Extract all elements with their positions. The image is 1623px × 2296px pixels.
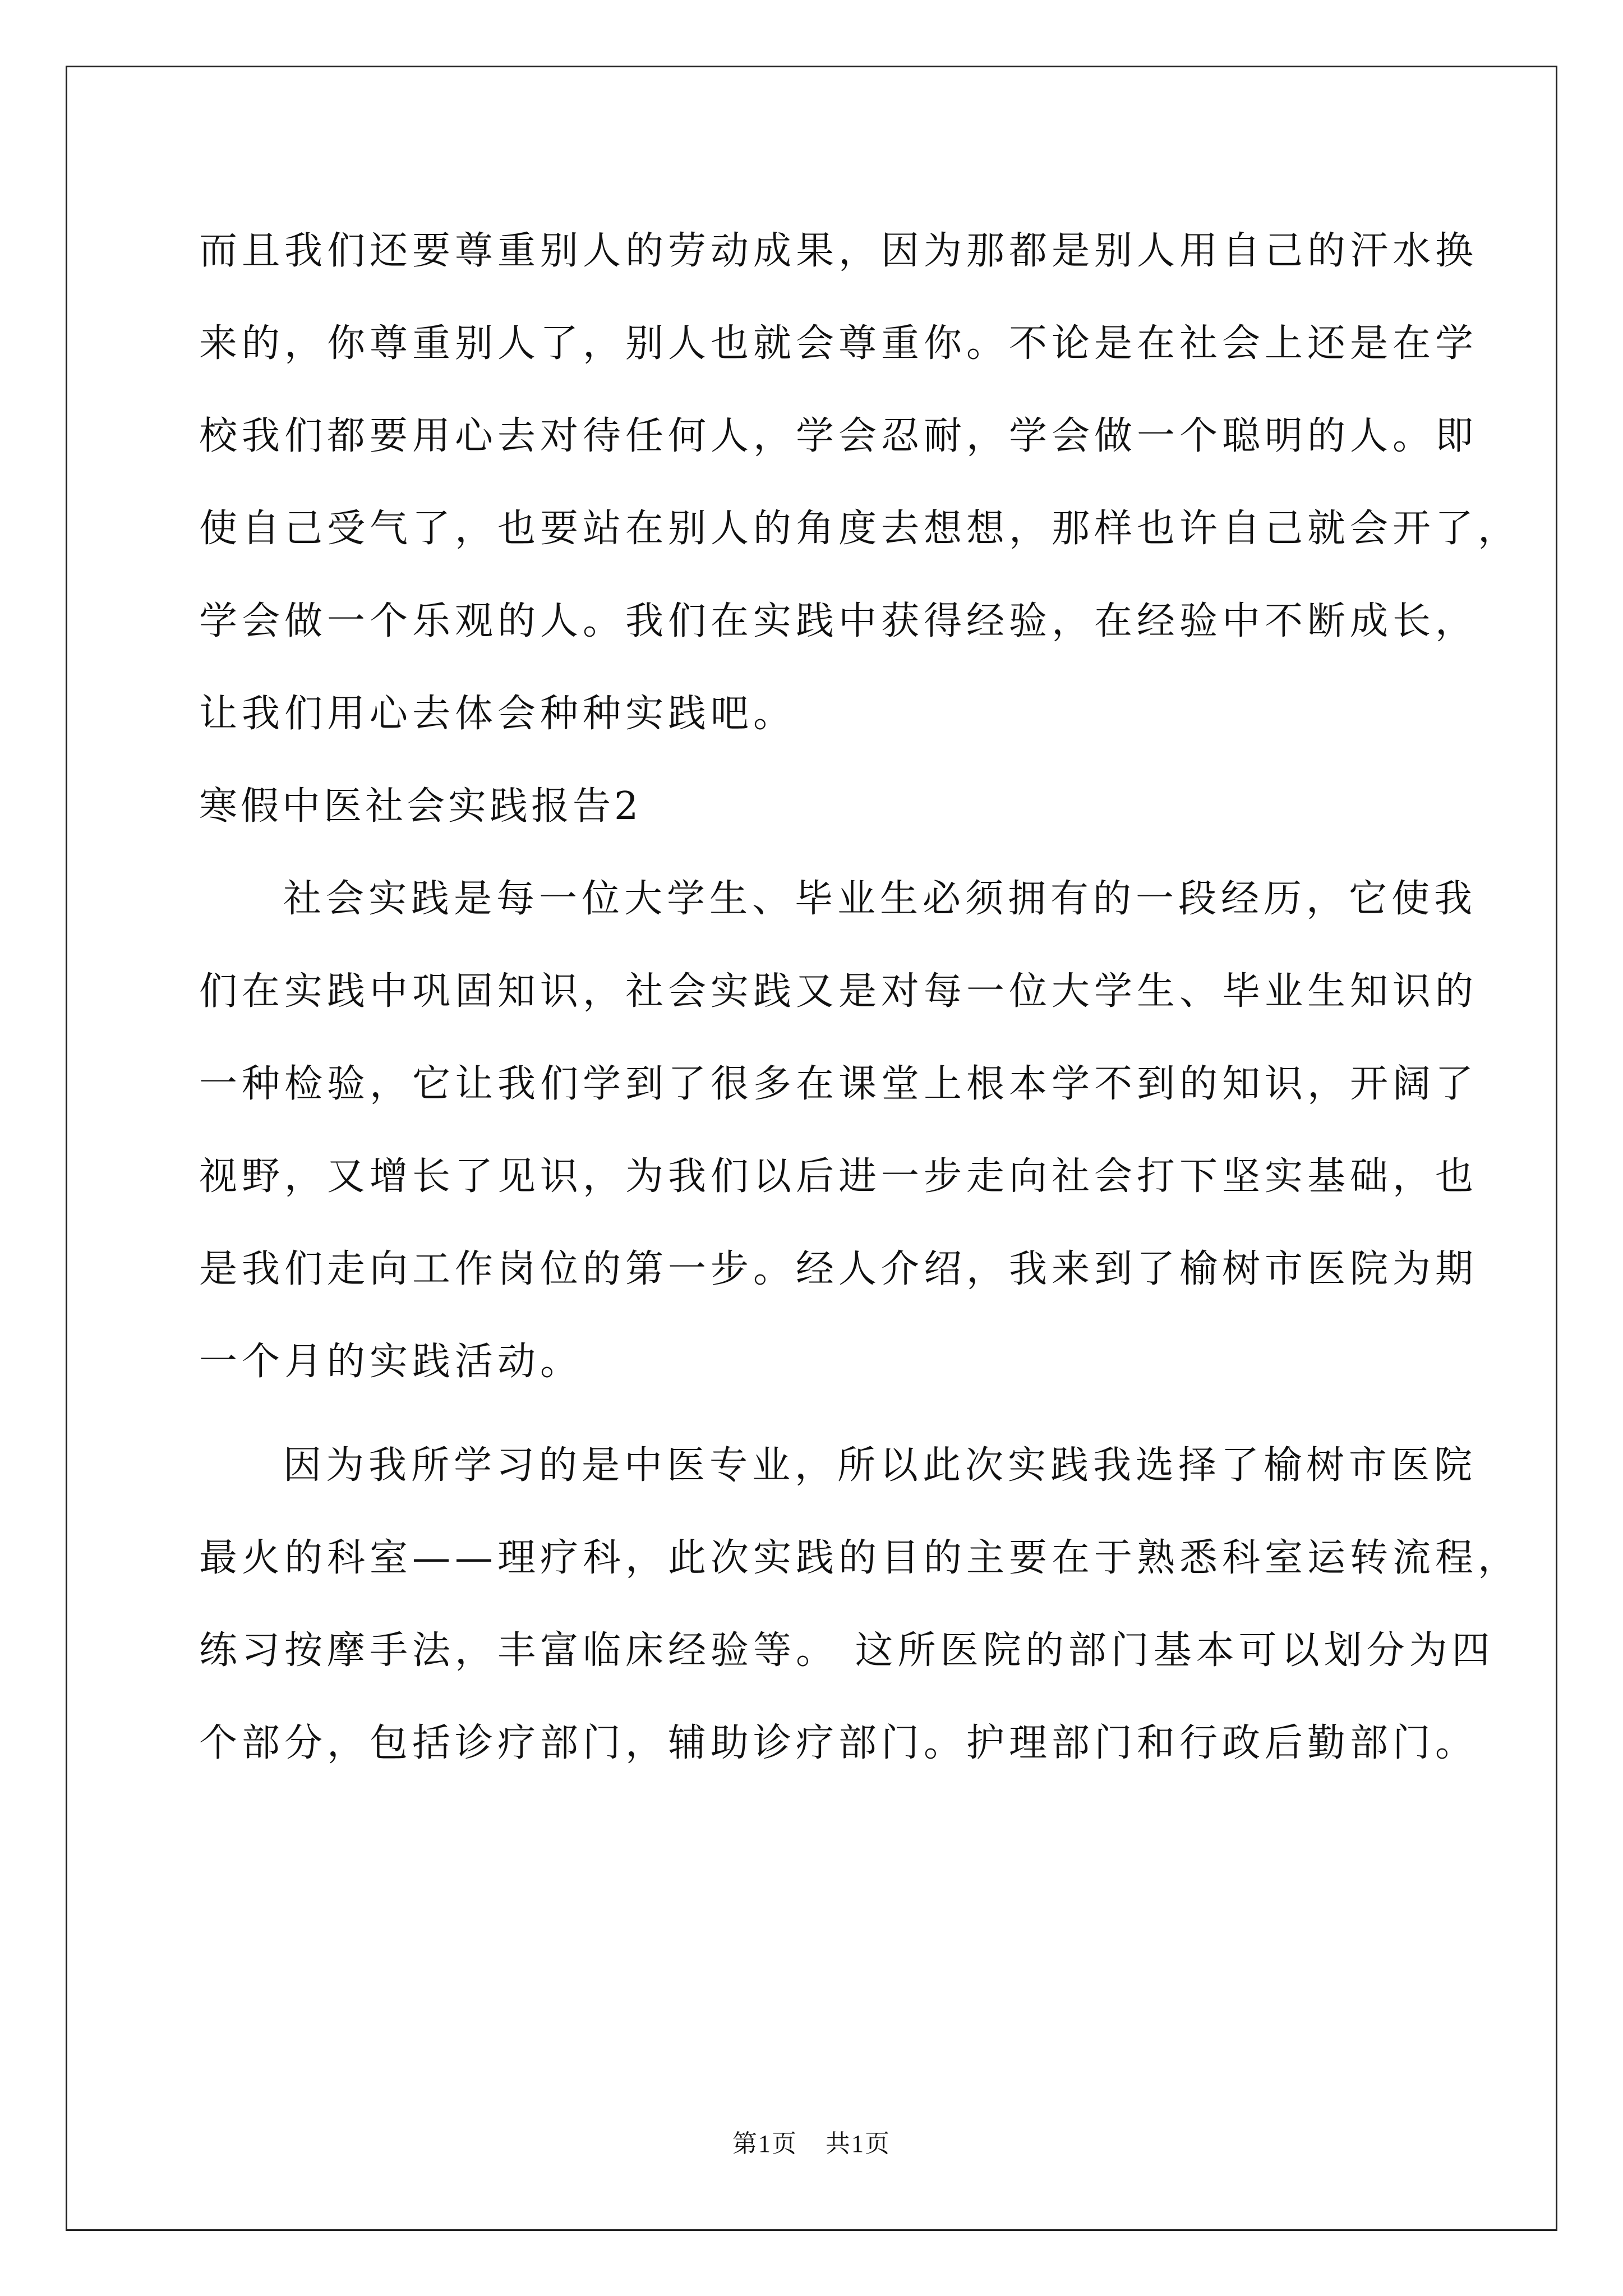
text-line: 视野，又增长了见识，为我们以后进一步走向社会打下坚实基础，也 bbox=[199, 1154, 1478, 1199]
text-line: 社会实践是每一位大学生、毕业生必须拥有的一段经历，它使我 bbox=[283, 877, 1477, 921]
text-line: 是我们走向工作岗位的第一步。经人介绍，我来到了榆树市医院为期 bbox=[199, 1247, 1478, 1291]
text-line: 练习按摩手法，丰富临床经验等。 这所医院的部门基本可以划分为四 bbox=[199, 1628, 1495, 1673]
paragraph-2 bbox=[199, 867, 1478, 1422]
text-line: 一种检验，它让我们学到了很多在课堂上根本学不到的知识，开阔了 bbox=[199, 1062, 1478, 1106]
text-line: 学会做一个乐观的人。我们在实践中获得经验，在经验中不断成长， bbox=[199, 599, 1478, 643]
paragraph-3 bbox=[199, 1433, 1521, 1803]
page-number: 第1页 bbox=[732, 2130, 797, 2157]
text-line: 校我们都要用心去对待任何人，学会忍耐，学会做一个聪明的人。即 bbox=[199, 414, 1478, 458]
section-heading: 寒假中医社会实践报告2 bbox=[199, 784, 642, 829]
text-line: 们在实践中巩固知识，社会实践又是对每一位大学生、毕业生知识的 bbox=[199, 969, 1478, 1014]
text-line: 最火的科室——理疗科，此次实践的目的主要在于熟悉科室运转流程， bbox=[199, 1536, 1521, 1580]
text-line: 让我们用心去体会种种实践吧。 bbox=[199, 692, 796, 736]
page-footer bbox=[0, 2123, 1623, 2159]
text-line: 来的，你尊重别人了，别人也就会尊重你。不论是在社会上还是在学 bbox=[199, 321, 1478, 366]
paragraph-gap bbox=[199, 1422, 1455, 1433]
text-line: 因为我所学习的是中医专业，所以此次实践我选择了榆树市医院 bbox=[283, 1443, 1477, 1488]
paragraph-1 bbox=[199, 219, 1521, 774]
text-line: 一个月的实践活动。 bbox=[199, 1340, 583, 1384]
text-line: 而且我们还要尊重别人的劳动成果，因为那都是别人用自己的汗水换 bbox=[199, 229, 1478, 273]
text-line: 个部分，包括诊疗部门，辅助诊疗部门。护理部门和行政后勤部门。 bbox=[199, 1721, 1478, 1765]
page-count: 共1页 bbox=[826, 2130, 891, 2157]
text-line: 使自己受气了，也要站在别人的角度去想想，那样也许自己就会开了， bbox=[199, 507, 1521, 551]
document-body bbox=[199, 219, 1521, 1803]
